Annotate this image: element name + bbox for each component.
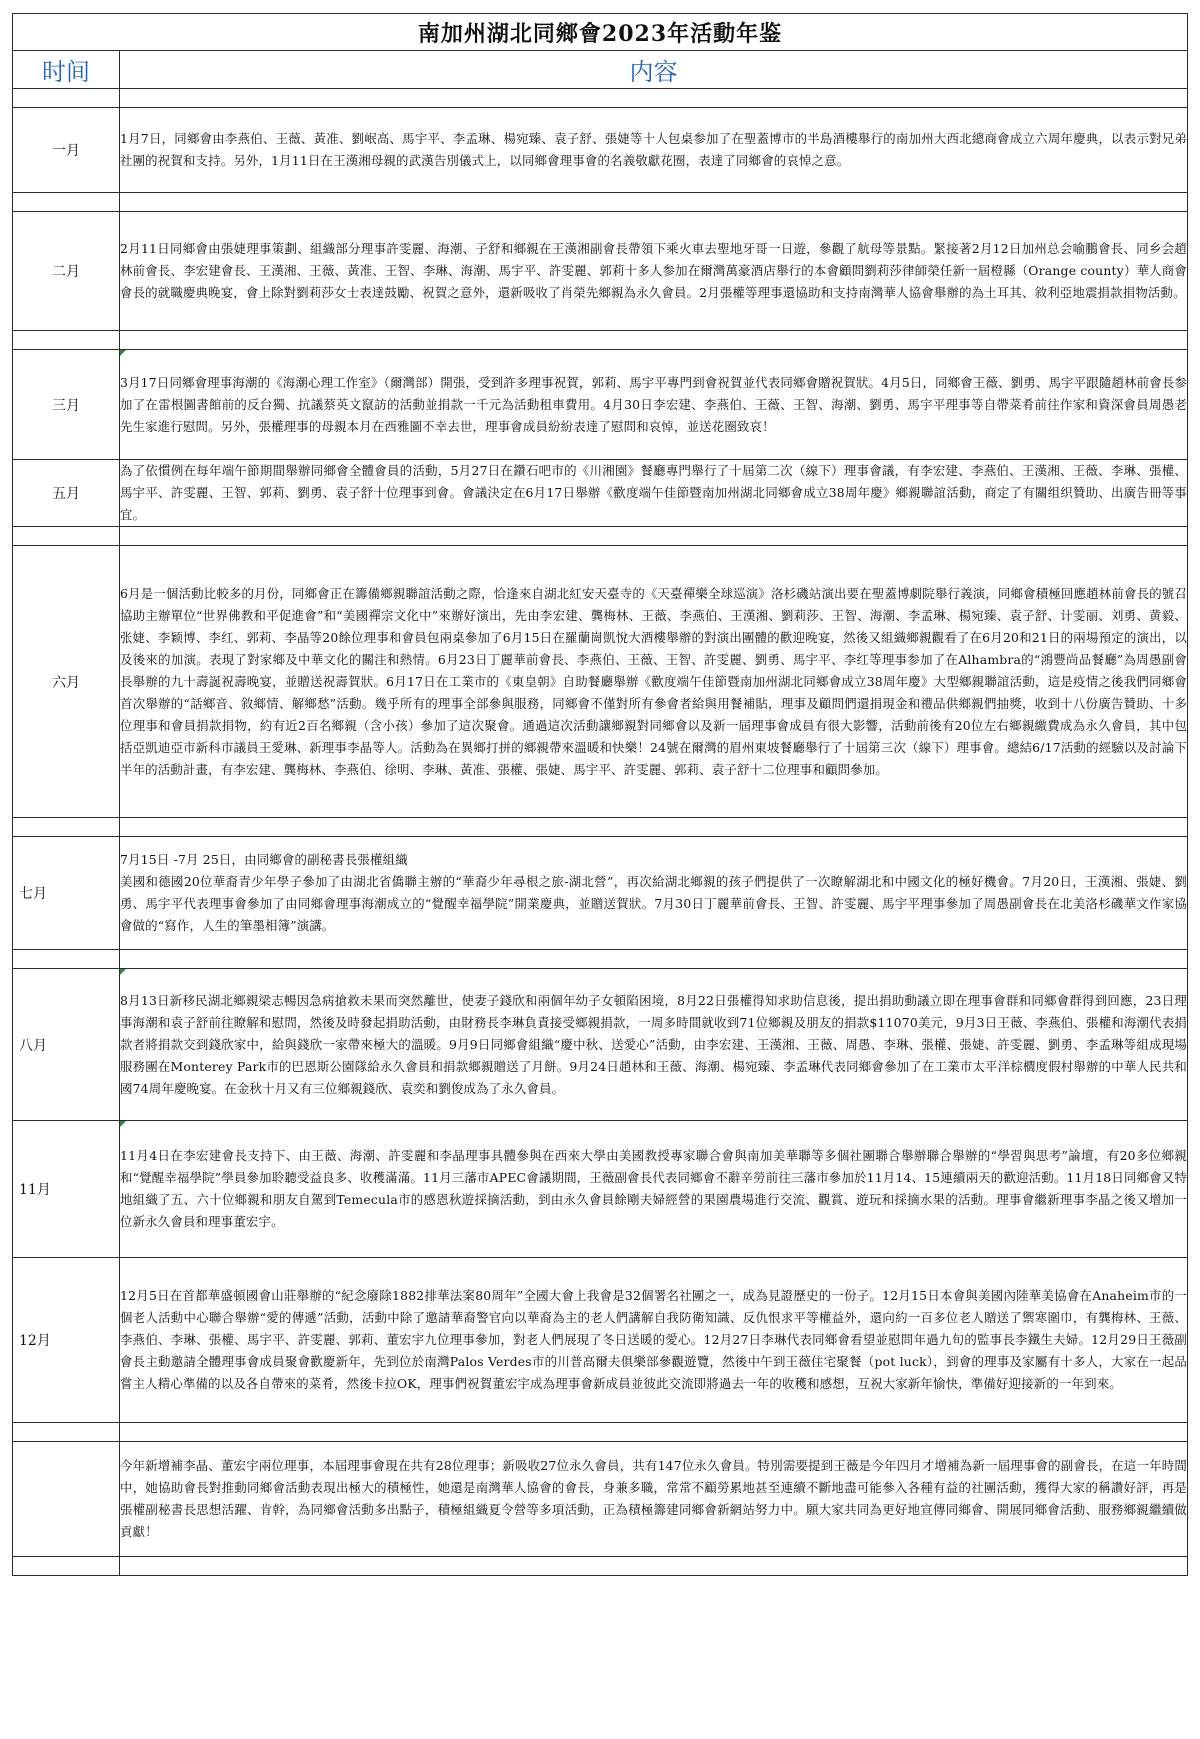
table-row-august (13, 969, 1188, 1121)
table-row-december (13, 1258, 1188, 1423)
time-column-header: 时间 (13, 51, 120, 89)
table-row-summary (13, 1442, 1188, 1557)
spacer-row (13, 1423, 1188, 1442)
yearbook-table (12, 13, 1188, 1576)
table-row-january (13, 108, 1188, 193)
month-cell: 一月 (13, 108, 120, 193)
month-cell: 12月 (13, 1258, 120, 1423)
content-cell: 2月11日同鄉會由張婕理事策劃、組織部分理事許雯麗、海潮、子舒和鄉親在王漢湘副會長帶領下乘火車去聖地牙哥一日遊，參觀了航母等景點。緊接著2月12日加州总会喻鵬會長、同乡会趙林前會長、李宏建會長、王漢湘、王薇、黃准、王智、李琳、海潮、馬宇平、許雯麗、郭莉十多人参加在爾灣萬豪酒店舉行的本會顧問劉莉莎律師榮任新一屆橙縣（Orange county）華人商會會長的就職慶典晚宴，會上除對劉莉莎女士表達鼓勵、祝賀之意外，還新吸收了肖榮先鄉親為永久會員。2月張權等理事還協助和支持南灣華人協會舉辦的為土耳其、敘利亞地震捐款捐物活動。 (120, 212, 1188, 331)
month-cell: 11月 (13, 1121, 120, 1258)
content-cell: 8月13日新移民湖北鄉親梁志暢因急病搶救未果而突然離世，使妻子錢欣和兩個年幼子女頓陷困境，8月22日張權得知求助信息後，提出捐助動議立即在理事會群和同鄉會群得到回應，23日理事海潮和袁子舒前往瞭解和慰問，然後及時發起捐助活動，由財務長李琳負責接受鄉親捐款，一周多時間就收到71位鄉親及朋友的捐款$11070美元，9月3日王薇、李燕伯、張權和海潮代表捐款者將捐款交到錢欣家中，給與錢欣一家帶來極大的溫暖。9月9日同鄉會組織“慶中秋、送愛心”活動，由李宏建、王漢湘、王薇、周愚、李琳、張權、張婕、許雯麗、劉勇、李孟琳等組成現場服務團在Monterey Park市的巴恩斯公園隊給永久會員和捐款鄉親贈送了月餅。9月24日趙林和王薇、海潮、楊宛臻、李孟琳代表同鄉會參加了在工業市太平洋棕櫚度假村舉辦的中華人民共和國74周年慶晚宴。在金秋十月又有三位鄉親錢欣、袁奕和劉俊成為了永久會員。 (120, 969, 1188, 1121)
spacer-row (13, 818, 1188, 837)
header-row (13, 51, 1188, 89)
yearbook-sheet (12, 13, 1187, 1576)
month-cell (13, 1442, 120, 1557)
content-cell: 11月4日在李宏建會長支持下、由王薇、海潮、許雯麗和李晶理事具體參與在西來大學由美國教授專家聯合會與南加美華聯等多個社團聯合舉辦聯合舉辦的“學習與思考”論壇，有20多位鄉親和“覺醒幸福學院”學員參加聆聽受益良多、收穫滿滿。11月三藩市APEC會議期間，王薇副會長代表同鄉會不辭辛勞前往三藩市參加於11月14、15連續兩天的歡迎活動。11月18日同鄉會又特地組織了五、六十位鄉親和朋友自駕到Temecula市的感恩秋遊採摘活動，到由永久會員餘剛夫婦經營的果園農場進行交流、觀賞、遊玩和採摘水果的活動。理事會繼新理事李晶之後又增加一位新永久會員和理事董宏宇。 (120, 1121, 1188, 1258)
table-row-march (13, 350, 1188, 460)
summary-cell: 今年新增補李晶、董宏宇兩位理事，本屆理事會現在共有28位理事；新吸收27位永久會員，共有147位永久會員。特別需要提到王薇是今年四月才增補為新一屆理事會的副會長，在這一年時間中，她協助會長對推動同鄉會活動表現出極大的積極性，她還是南灣華人協會的會長，身兼多職，常常不顧勞累地甚至連續不斷地盡可能參入各種有益的社團活動，獲得大家的稱讚好評，再是張權副秘書長思想活躍、肯幹，為同鄉會活動多出點子，積極組織夏令營等多項活動，正為積極籌建同鄉會新網站努力中。願大家共同為更好地宣傳同鄉會、開展同鄉會活動、服務鄉親繼續做貢獻！ (120, 1442, 1188, 1557)
content-cell: 為了依慣例在每年端午節期間舉辦同鄉會全體會員的活動，5月27日在鑽石吧市的《川湘園》餐廳專門舉行了十屆第二次（線下）理事會議，有李宏建、李燕伯、王漢湘、王薇、李琳、張權、馬宇平、許雯麗、王智、郭莉、劉勇、袁子舒十位理事到會。會議決定在6月17日舉辦《歡度端午佳節暨南加州湖北同鄉會成立38周年慶》鄉親聯誼活動，商定了有關组织贊助、出廣告冊等事宜。 (120, 460, 1188, 527)
spacer-row (13, 89, 1188, 108)
table-row-june (13, 546, 1188, 818)
month-cell: 三月 (13, 350, 120, 460)
month-cell: 五月 (13, 460, 120, 527)
content-cell: 1月7日，同鄉會由李燕伯、王薇、黃准、劉岷高、馬宇平、李孟琳、楊宛臻、袁子舒、張婕等十人包桌参加了在聖蓋博市的半島酒樓舉行的南加州大西北總商會成立六周年慶典，以表示對兄弟社團的祝賀和支持。另外，1月11日在王漢湘母親的武漢告別儀式上，以同鄉會理事會的名義敬獻花圈，表達了同鄉會的哀悼之意。 (120, 108, 1188, 193)
month-cell: 二月 (13, 212, 120, 331)
spacer-row (13, 193, 1188, 212)
content-column-header: 内容 (120, 51, 1188, 89)
month-cell: 八月 (13, 969, 120, 1121)
table-row-november (13, 1121, 1188, 1258)
content-cell: 6月是一個活動比較多的月份，同鄉會正在籌備鄉親聯誼活動之際，恰逢來自湖北紅安天臺寺的《天臺禪樂全球巡演》洛杉磯站演出要在聖蓋博劇院舉行義演，同鄉會積極回應趙林前會長的號召協助主辦單位“世界佛教和平促進會”和“美國禪宗文化中”來辦好演出，先由李宏建、龔梅林、王薇、李燕伯、王漢湘、劉莉莎、王智、海潮、李孟琳、楊宛臻、袁子舒、计雯丽、刘勇、黄毅、张婕、李颖博、李红、郭莉、李晶等20餘位理事和會員包兩桌參加了6月15日在羅蘭崗凱悅大酒樓舉辦的對演出團體的歡迎晚宴，然後又組織鄉親觀看了在6月20和21日的兩場預定的演出，以及後來的加演。表現了對家鄉及中華文化的關注和熱情。6月23日丁麗華前會長、李燕伯、王薇、王智、許雯麗、劉勇、馬宇平、李红等理事参加了在Alhambra的“鴻豐尚品餐廳”為周愚副會長舉辦的九十壽誕祝壽晚宴，並贈送祝壽賀狀。6月17日在工業市的《東皇朝》自助餐廳舉辦《歡度端午佳節暨南加州湖北同鄉會成立38周年慶》大型鄉親聯誼活動，這是疫情之後我們同鄉會首次舉辦的“話鄉音、敘鄉情、解鄉愁”活動。幾乎所有的理事全部參與服務，同鄉會不僅對所有參會者給與用餐補貼，理事及顧問們還捐現金和禮品供鄉親們抽獎，收到十八份廣告贊助、十多位理事和會員捐款捐物，約有近2百名鄉親（含小孩）參加了這次聚會。通過這次活動讓鄉親對同鄉會以及新一屆理事會成員有很大影響，活動前後有20位左右鄉親繳費成為永久會員，其中包括亞凱迪亞市新科市議員王愛琳、新理事李晶等人。活動為在異鄉打拼的鄉親帶來溫暖和快樂！24號在爾灣的眉州東坡餐廳舉行了十屆第三次（線下）理事會。總結6/17活動的經驗以及討論下半年的活動計畫，有李宏建、龔梅林、李燕伯、徐明、李琳、黃准、張權、張婕、馬宇平、許雯麗、郭莉、袁子舒十二位理事和顧問參加。 (120, 546, 1188, 818)
month-cell: 七月 (13, 837, 120, 950)
content-cell: 7月15日 -7月 25日，由同鄉會的副秘書長張權組織 美國和德國20位華裔青少年學子參加了由湖北省僑聯主辦的“華裔少年尋根之旅-湖北營”，再次給湖北鄉親的孩子們提供了一次瞭解湖北和中國文化的極好機會。7月20日，王漢湘、張婕、劉勇、馬宇平代表理事會參加了由同鄉會理事海潮成立的“覺醒幸福學院”開業慶典，並贈送賀狀。7月30日丁麗華前會長、王智、許雯麗、馬宇平理事參加了周愚副會長在北美洛杉磯華文作家協會做的“寫作，人生的筆墨相簿”演講。 (120, 837, 1188, 950)
page-title: 南加州湖北同鄉會2023年活動年鉴 (13, 14, 1188, 51)
spacer-row (13, 331, 1188, 350)
title-row (13, 14, 1188, 51)
content-cell: 3月17日同鄉會理事海潮的《海潮心理工作室》（爾灣部）開張，受到許多理事祝賀，郭莉、馬宇平專門到會祝賀並代表同鄉會贈祝賀狀。4月5日，同鄉會王薇、劉勇、馬宇平跟隨趙林前會長参加了在雷根圖書館前的反台獨、抗議蔡英文竄訪的活動並捐款一千元為活動租車費用。4月30日李宏建、李燕伯、王薇、王智、海潮、劉勇、馬宇平理事等自帶菜肴前往作家和資深會員周愚老先生家進行慰問。另外，張權理事的母親本月在西雅圖不幸去世，理事會成員紛紛表達了慰問和哀悼，並送花圈致哀！ (120, 350, 1188, 460)
spacer-row (13, 527, 1188, 546)
table-row-july (13, 837, 1188, 950)
table-row-may (13, 460, 1188, 527)
month-cell: 六月 (13, 546, 120, 818)
content-cell: 12月5日在首都華盛頓國會山莊舉辦的“紀念廢除1882排華法案80周年”全國大會上我會是32個署名社團之一，成為見證歷史的一份子。12月15日本會與美國內陸華美協會在Anaheim市的一個老人活動中心聯合舉辦“愛的傳遞”活動，活動中除了邀請華裔警官向以華裔為主的老人們講解自我防衛知識、反仇恨求平等權益外，還向約一百多位老人贈送了禦寒圍巾，有龔梅林、王薇、李燕伯、李琳、張權、馬宇平、許雯麗、郭莉、董宏宇九位理事參加，對老人們展現了冬日送暖的愛心。12月27日李琳代表同鄉會看望並慰問年過九旬的監事長李鐵生夫婦。12月29日王薇副會長主動邀請全體理事會成員聚會歡慶新年，先到位於南灣Palos Verdes市的川普高爾夫俱樂部參觀遊覽，然後中午到王薇住宅聚餐（pot luck），到會的理事及家屬有十多人，大家在一起品嘗主人精心準備的以及各自帶來的菜肴，然後卡拉OK，理事們祝賀董宏宇成為理事會新成員並彼此交流即將過去一年的收穫和感想，互祝大家新年愉快，準備好迎接新的一年到來。 (120, 1258, 1188, 1423)
spacer-row (13, 1557, 1188, 1576)
table-row-february (13, 212, 1188, 331)
spacer-row (13, 950, 1188, 969)
